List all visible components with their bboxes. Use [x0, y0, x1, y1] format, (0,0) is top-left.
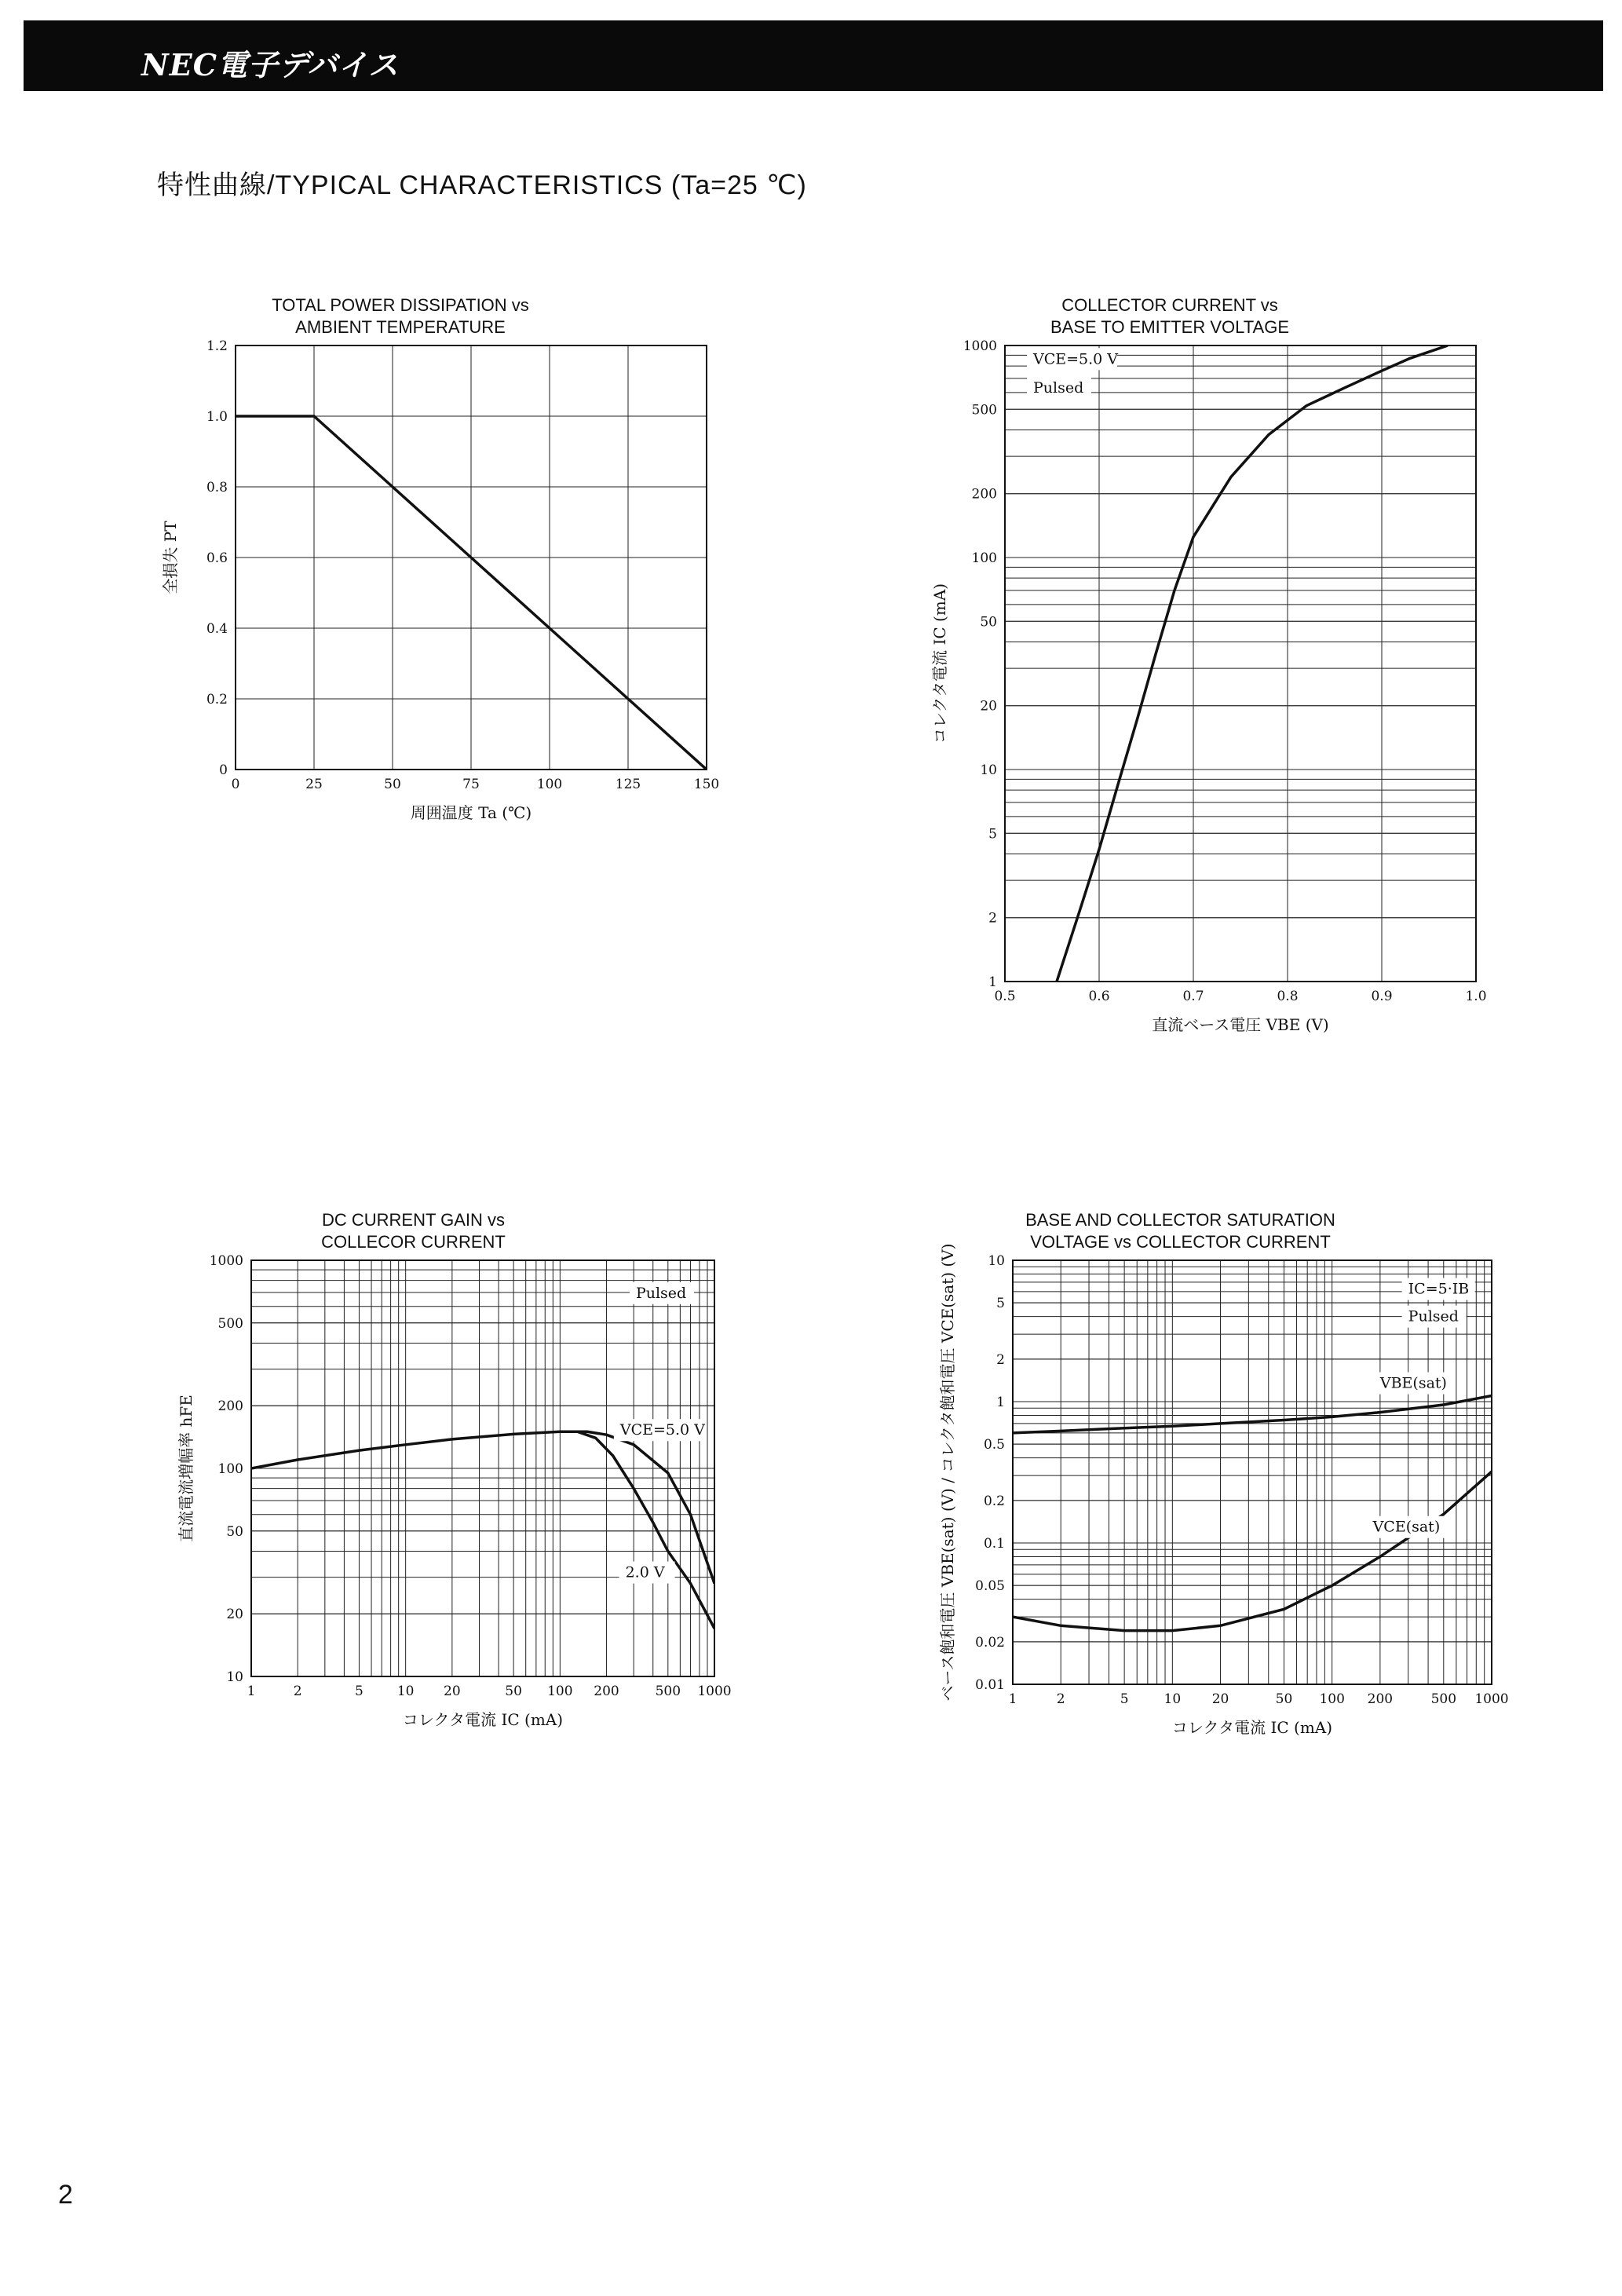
x-axis-label: コレクタ電流 IC (mA)	[1171, 1718, 1333, 1737]
section-title-text: 特性曲線/TYPICAL CHARACTERISTICS (Ta=25 ℃)	[157, 170, 807, 200]
x-tick-label: 5	[1120, 1691, 1129, 1707]
chart-title: COLLECOR CURRENT	[321, 1232, 506, 1252]
y-tick-label: 10	[226, 1669, 243, 1685]
page-number: 2	[58, 2180, 73, 2210]
chart-title: DC CURRENT GAIN vs	[321, 1210, 506, 1230]
chart-title: COLLECTOR CURRENT vs	[1061, 295, 1278, 315]
y-tick-label: 2	[996, 1351, 1005, 1368]
x-tick-label: 1000	[697, 1684, 732, 1699]
y-tick-label: 500	[217, 1315, 243, 1332]
y-tick-label: 0.01	[975, 1677, 1005, 1693]
y-tick-label: 10	[980, 762, 997, 778]
x-tick-label: 200	[594, 1684, 619, 1699]
y-tick-label: 0.1	[983, 1536, 1005, 1552]
chart-dc-current-gain	[149, 1197, 824, 1747]
x-tick-label: 20	[1211, 1691, 1229, 1707]
x-tick-label: 75	[462, 777, 480, 792]
x-tick-label: 500	[1430, 1691, 1457, 1707]
annotation-label: 2.0 V	[625, 1563, 665, 1581]
x-tick-label: 0.8	[1277, 989, 1299, 1004]
chart-svg	[141, 283, 801, 848]
chart-svg	[887, 1197, 1578, 1755]
x-axis-label: 直流ベース電圧 VBE (V)	[1152, 1015, 1329, 1034]
y-tick-label: 100	[971, 550, 997, 566]
x-tick-label: 10	[396, 1684, 415, 1699]
x-tick-label: 100	[536, 777, 563, 792]
x-axis-label: コレクタ電流 IC (mA)	[402, 1710, 564, 1729]
y-axis-label: コレクタ電流 IC (mA)	[930, 583, 949, 744]
y-tick-label: 1000	[963, 338, 997, 354]
section-title	[157, 163, 807, 202]
y-axis-label: 直流電流増幅率 hFE	[177, 1395, 195, 1542]
y-tick-label: 0.4	[206, 621, 228, 637]
y-tick-label: 0.05	[975, 1578, 1005, 1595]
x-tick-label: 25	[305, 777, 323, 792]
annotation-label: Pulsed	[635, 1284, 687, 1302]
y-tick-label: 0.5	[983, 1437, 1005, 1453]
annotation-label: Pulsed	[1408, 1307, 1459, 1325]
series-line-2	[560, 1431, 714, 1629]
y-tick-label: 1000	[209, 1253, 243, 1269]
annotation-label: IC=5·IB	[1408, 1280, 1470, 1298]
y-tick-label: 0.8	[206, 480, 228, 495]
y-tick-label: 10	[988, 1253, 1005, 1269]
annotation-label: VCE(sat)	[1372, 1518, 1441, 1536]
x-tick-label: 100	[547, 1684, 573, 1699]
x-tick-label: 0.6	[1088, 989, 1110, 1004]
annotation-label: VCE=5.0 V	[1033, 350, 1119, 368]
y-tick-label: 1	[988, 974, 997, 990]
x-tick-label: 5	[355, 1684, 363, 1699]
chart-svg	[149, 1197, 824, 1747]
y-tick-label: 200	[971, 486, 997, 503]
y-tick-label: 5	[988, 826, 997, 843]
x-axis-label: 周囲温度 Ta (℃)	[410, 803, 532, 822]
annotation-label: VBE(sat)	[1379, 1374, 1447, 1392]
y-tick-label: 500	[971, 402, 997, 419]
x-tick-label: 1	[1008, 1691, 1017, 1707]
y-tick-label: 1	[996, 1395, 1005, 1410]
chart-collector-current-vs-vbe	[911, 283, 1602, 1034]
x-tick-label: 50	[505, 1684, 522, 1699]
y-tick-label: 50	[980, 614, 997, 631]
x-tick-label: 2	[1056, 1691, 1065, 1707]
y-axis-label: 全損失 PT	[161, 521, 180, 594]
x-tick-label: 0.5	[994, 989, 1016, 1004]
series-line-2	[1013, 1472, 1492, 1631]
x-tick-label: 50	[1275, 1691, 1293, 1707]
chart-title: VOLTAGE vs COLLECTOR CURRENT	[1030, 1232, 1331, 1252]
chart-title: AMBIENT TEMPERATURE	[295, 317, 506, 337]
y-tick-label: 50	[226, 1523, 243, 1540]
chart-svg	[911, 283, 1602, 1034]
x-tick-label: 0.9	[1371, 989, 1393, 1004]
y-tick-label: 100	[217, 1461, 243, 1477]
y-tick-label: 5	[996, 1296, 1005, 1312]
chart-title: TOTAL POWER DISSIPATION vs	[272, 295, 529, 315]
chart-power-dissipation	[141, 283, 801, 848]
chart-title: BASE TO EMITTER VOLTAGE	[1050, 317, 1289, 337]
y-tick-label: 0.2	[983, 1493, 1005, 1509]
x-tick-label: 50	[384, 777, 401, 792]
y-tick-label: 20	[226, 1607, 243, 1623]
y-tick-label: 0.6	[206, 550, 228, 566]
y-tick-label: 0.2	[206, 692, 228, 707]
y-tick-label: 20	[980, 698, 997, 715]
annotation-label: VCE=5.0 V	[619, 1421, 705, 1439]
annotation-label: Pulsed	[1033, 378, 1084, 397]
y-tick-label: 0	[219, 762, 228, 778]
y-axis-label: ベース飽和電圧 VBE(sat) (V) / コレクタ飽和電圧 VCE(sat) (V)	[938, 1243, 957, 1702]
x-tick-label: 0	[231, 777, 240, 792]
y-tick-label: 2	[988, 910, 997, 927]
x-tick-label: 20	[444, 1684, 461, 1699]
y-tick-label: 200	[217, 1398, 243, 1415]
series-line-1	[1057, 345, 1448, 982]
y-tick-label: 0.02	[975, 1634, 1005, 1651]
chart-saturation-voltage	[887, 1197, 1578, 1755]
x-tick-label: 0.7	[1182, 989, 1204, 1004]
x-tick-label: 10	[1164, 1691, 1182, 1707]
plot-frame	[1005, 345, 1476, 982]
x-tick-label: 200	[1367, 1691, 1394, 1707]
x-tick-label: 150	[693, 777, 720, 792]
x-tick-label: 1000	[1474, 1691, 1509, 1707]
x-tick-label: 500	[655, 1684, 681, 1699]
chart-title: BASE AND COLLECTOR SATURATION	[1025, 1210, 1335, 1230]
brand-logo: NEC電子デバイス	[141, 47, 400, 82]
x-tick-label: 1	[247, 1684, 256, 1699]
x-tick-label: 100	[1319, 1691, 1345, 1707]
y-tick-label: 1.2	[206, 338, 228, 354]
y-tick-label: 1.0	[206, 409, 228, 425]
x-tick-label: 2	[293, 1684, 302, 1699]
x-tick-label: 1.0	[1465, 989, 1487, 1004]
x-tick-label: 125	[615, 777, 641, 792]
